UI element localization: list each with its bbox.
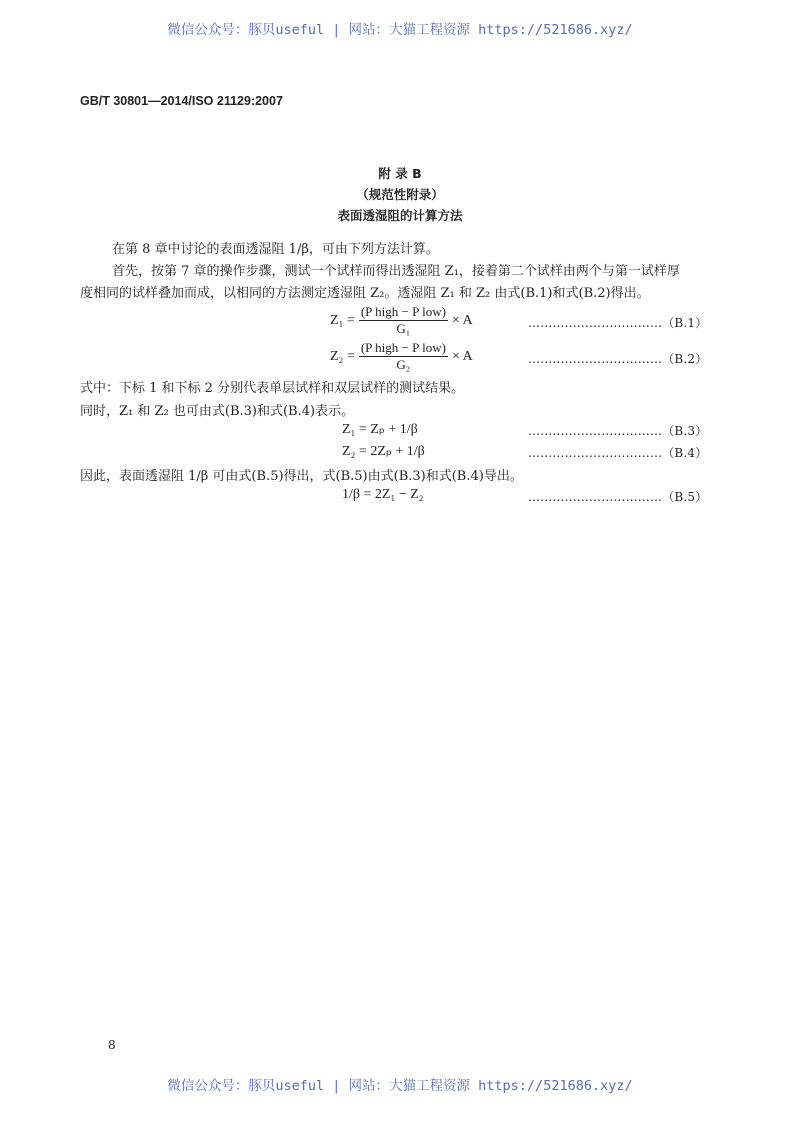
header-watermark: 微信公众号：豚贝useful | 网站：大猫工程资源 https://521686.xyz/ bbox=[167, 22, 633, 38]
paragraph-2-line-1: 首先，按第 7 章的操作步骤，测试一个试样而得出透湿阻 Z₁，接着第二个试样由两个与第一试样厚 bbox=[112, 264, 680, 279]
eq-denominator: G₁ bbox=[396, 321, 411, 336]
equation-b1 bbox=[330, 304, 473, 337]
equation-b2 bbox=[330, 340, 473, 373]
eq-denominator: G₂ bbox=[396, 357, 411, 372]
eq-rhs: × A bbox=[451, 312, 473, 328]
equation-b4-label: ……………………………（B.4） bbox=[528, 446, 708, 460]
eq-numerator: (P high − P low) bbox=[360, 304, 446, 319]
paragraph-4: 同时，Z₁ 和 Z₂ 也可由式(B.3)和式(B.4)表示。 bbox=[80, 404, 355, 419]
eq-lhs: Z₁ = bbox=[330, 312, 355, 328]
equation-b3: Z₁ = Zₚ + 1/β bbox=[342, 422, 418, 437]
equation-b5: 1/β = 2Z₁ − Z₂ bbox=[342, 487, 424, 502]
page-number: 8 bbox=[108, 1038, 116, 1052]
appendix-heading: 表面透湿阻的计算方法 bbox=[337, 208, 463, 223]
equation-b4: Z₂ = 2Zₚ + 1/β bbox=[342, 444, 425, 459]
eq-numerator: (P high − P low) bbox=[360, 340, 446, 355]
equation-b1-label: ……………………………（B.1） bbox=[528, 316, 708, 330]
equation-b5-label: ……………………………（B.5） bbox=[528, 490, 708, 504]
eq-rhs: × A bbox=[451, 348, 473, 364]
appendix-title: 附 录 B bbox=[378, 166, 422, 181]
eq-lhs: Z₂ = bbox=[330, 348, 355, 364]
standard-number: GB/T 30801—2014/ISO 21129:2007 bbox=[80, 94, 283, 108]
equation-b3-label: ……………………………（B.3） bbox=[528, 424, 708, 438]
equation-b2-label: ……………………………（B.2） bbox=[528, 352, 708, 366]
paragraph-1: 在第 8 章中讨论的表面透湿阻 1/β，可由下列方法计算。 bbox=[112, 242, 439, 257]
paragraph-3: 式中：下标 1 和下标 2 分别代表单层试样和双层试样的测试结果。 bbox=[80, 381, 465, 396]
footer-watermark: 微信公众号：豚贝useful | 网站：大猫工程资源 https://521686.xyz/ bbox=[167, 1078, 633, 1094]
appendix-type: （规范性附录） bbox=[356, 187, 444, 202]
paragraph-2-line-2: 度相同的试样叠加而成，以相同的方法测定透湿阻 Z₂。透湿阻 Z₁ 和 Z₂ 由式(B.1)和式(B.2)得出。 bbox=[80, 286, 650, 301]
paragraph-5: 因此，表面透湿阻 1/β 可由式(B.5)得出，式(B.5)由式(B.3)和式(B.4)导出。 bbox=[80, 469, 523, 484]
